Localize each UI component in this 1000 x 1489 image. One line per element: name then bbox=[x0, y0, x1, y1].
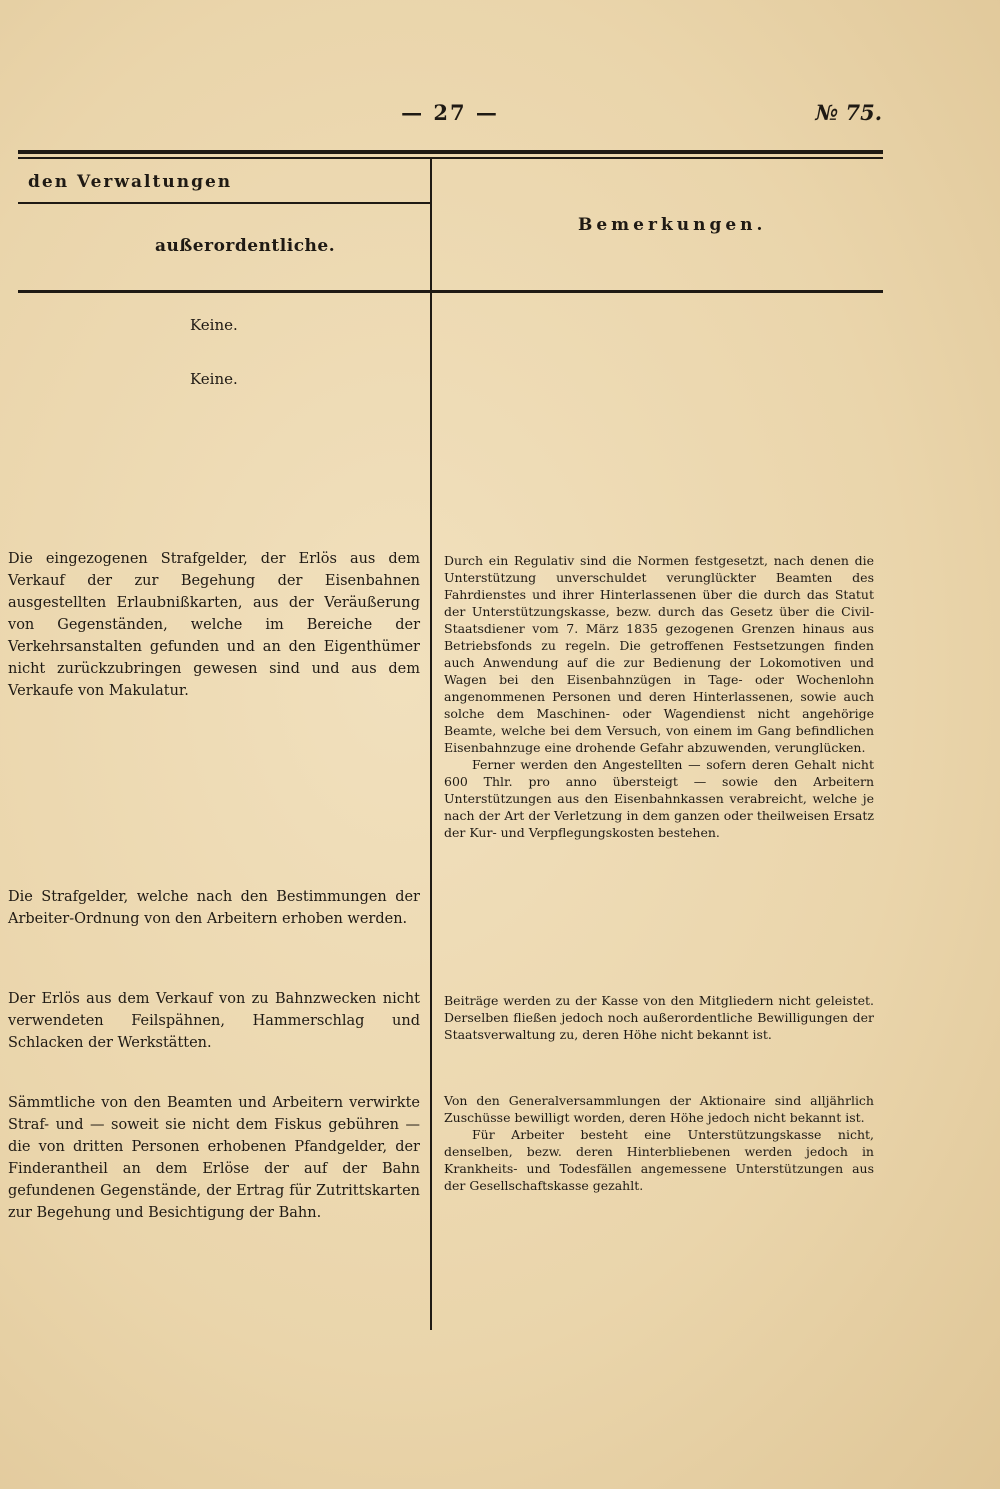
column-header-remarks: Bemerkungen. bbox=[578, 215, 767, 235]
header-bottom-rule bbox=[18, 290, 883, 293]
subheader-rule bbox=[18, 202, 430, 204]
row6-right-text bbox=[444, 1092, 874, 1194]
top-rule-thin bbox=[18, 157, 883, 159]
row6-left-text: Sämmtliche von den Beamten und Arbeitern verwirkte Straf- und — soweit sie nicht dem Fiskus gebühren — die von dritten Personen erhobenen Pfandgelder, der Finderantheil an dem Erlöse der auf der Bahn gefundenen Gegenstände, der Ertrag für Zutrittskarten zur Begehung und Besichtigung der Bahn. bbox=[8, 1095, 420, 1221]
row3-right-paragraph-2: Ferner werden den Angestellten — sofern deren Gehalt nicht 600 Thlr. pro anno übersteigt — sowie den Arbeitern Unterstützungen aus den Eisenbahnkassen verabreicht, welche je nach der Art der Verletzung in dem ganzen oder theilweisen Ersatz der Kur- und Verpflegungskosten bestehen. bbox=[444, 757, 874, 840]
top-rule-thick bbox=[18, 150, 883, 154]
column-divider bbox=[430, 158, 432, 1330]
issue-number: № 75. bbox=[815, 100, 882, 125]
row4-left-text: Die Strafgelder, welche nach den Bestimmungen der Arbeiter-Ordnung von den Arbeitern erhoben werden. bbox=[8, 889, 420, 927]
row6-right-paragraph-1: Von den Generalversammlungen der Aktionaire sind alljährlich Zuschüsse bewilligt worden, deren Höhe jedoch nicht bekannt ist. bbox=[444, 1093, 874, 1125]
row2-left-text: Keine. bbox=[190, 370, 238, 388]
row3-left-text: Die eingezogenen Strafgelder, der Erlös aus dem Verkauf der zur Begehung der Eisenbahnen ausgestellten Erlaubnißkarten, aus der Veräußerung von Gegenständen, welche im Bereiche der Verkehrsanstalten gefunden und an den Eigenthümer nicht zurückzubringen gewesen sind und aus dem Verkaufe von Makulatur. bbox=[8, 551, 420, 699]
column-header-extraordinary: außerordentliche. bbox=[155, 236, 336, 256]
row3-right-paragraph-1: Durch ein Regulativ sind die Normen festgesetzt, nach denen die Unterstützung unverschuldet verunglückter Beamten des Fahrdienstes und ihrer Hinterlassenen über die durch das Statut der Unterstützungskasse, bezw. durch das Gesetz über die Civil-Staatsdiener vom 7. März 1835 gezogenen Grenzen hinaus aus Betriebsfonds zu regeln. Die getroffenen Festsetzungen finden auch Anwendung auf die zur Bedienung der Lokomotiven und Wagen bei den Eisenbahnzügen in Tage- oder Wochenlohn angenommenen Personen und deren Hinterlassenen, sowie auch solche dem Maschinen- oder Wagendienst nicht angehörige Beamte, welche bei dem Versuch, von einem im Gang befindlichen Eisenbahnzuge eine drohende Gefahr abzuwenden, verunglücken. bbox=[444, 553, 874, 755]
page-number: — 27 — bbox=[401, 100, 499, 125]
row3-right-text bbox=[444, 552, 874, 841]
column-header-administrations: den Verwaltungen bbox=[28, 172, 233, 192]
row5-right-text: Beiträge werden zu der Kasse von den Mitgliedern nicht geleistet. Derselben fließen jedoch noch außerordentliche Bewilligungen der Staatsverwaltung zu, deren Höhe nicht bekannt ist. bbox=[444, 993, 874, 1042]
row6-right-paragraph-2: Für Arbeiter besteht eine Unterstützungskasse nicht, denselben, bezw. deren Hinterbliebenen werden jedoch in Krankheits- und Todesfällen angemessene Unterstützungen aus der Gesellschaftskasse gezahlt. bbox=[444, 1127, 874, 1193]
row1-left-text: Keine. bbox=[190, 316, 238, 334]
row5-left-text: Der Erlös aus dem Verkauf von zu Bahnzwecken nicht verwendeten Feilspähnen, Hammerschlag und Schlacken der Werkstätten. bbox=[8, 991, 420, 1051]
